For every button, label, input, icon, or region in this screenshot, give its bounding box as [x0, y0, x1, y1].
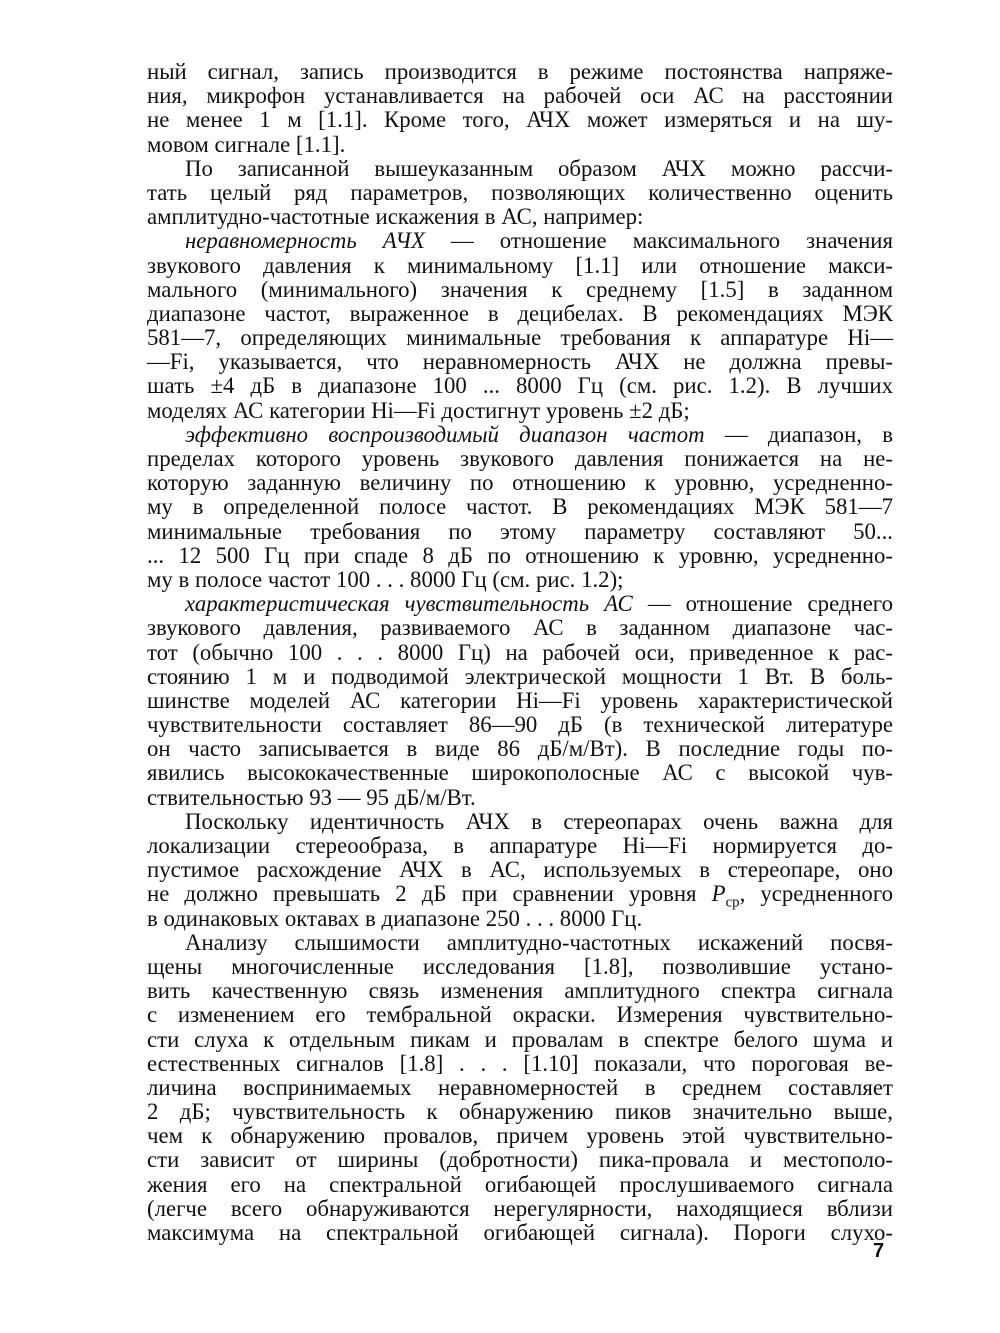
text-segment: , усредненного	[739, 881, 894, 907]
text-segment: которую заданную величину по отношению к уровню, усредненно-	[147, 470, 893, 496]
text-segment: (легче всего обнаруживаются нерегулярности, находящиеся вблизи	[147, 1195, 893, 1221]
text-line	[147, 1052, 893, 1076]
text-line	[147, 761, 893, 785]
text-segment: щены многочисленные исследования [1.8], позволившие устано-	[147, 953, 893, 979]
text-segment: естественных сигналов [1.8] . . . [1.10] показали, что пороговая ве-	[147, 1050, 893, 1076]
text-segment: явились высококачественные широкополосные АС с высокой чув-	[147, 760, 893, 786]
text-segment: звукового давления, развиваемого АС в заданном диапазоне час-	[147, 615, 893, 641]
text-segment: Поскольку идентичность АЧХ в стереопарах очень важна для	[185, 808, 893, 834]
text-segment: ... 12 500 Гц при спаде 8 дБ по отношению к уровню, усредненно-	[147, 542, 893, 568]
text-line	[147, 1100, 893, 1124]
term-text: P	[711, 881, 726, 907]
text-line	[147, 907, 893, 931]
text-segment: не должно превышать 2 дБ при сравнении уровня	[147, 881, 712, 907]
term-text: характеристическая чувствительность АС	[185, 591, 633, 617]
text-line	[147, 1124, 893, 1148]
text-segment: минимальные требования по этому параметру составляют 50...	[147, 518, 893, 544]
text-segment: сти слуха к отдельным пикам и провалам в спектре белого шума и	[147, 1026, 893, 1052]
text-segment: диапазоне частот, выраженное в децибелах. В рекомендациях МЭК	[147, 300, 893, 326]
text-segment: жения его на спектральной огибающей прослушиваемого сигнала	[147, 1171, 893, 1197]
text-line	[147, 205, 893, 229]
text-segment: тать целый ряд параметров, позволяющих количественно оценить	[147, 179, 893, 205]
text-segment: По записанной вышеуказанным образом АЧХ можно рассчи-	[185, 155, 893, 181]
text-line	[147, 157, 893, 181]
text-segment: шинстве моделей АС категории Hi—Fi уровень характеристической	[147, 687, 893, 713]
text-line	[147, 471, 893, 495]
text-line	[147, 1076, 893, 1100]
text-line	[147, 858, 893, 882]
text-line	[147, 544, 893, 568]
text-line	[147, 979, 893, 1003]
text-line	[147, 834, 893, 858]
body-text	[147, 60, 893, 1245]
text-line	[147, 399, 893, 423]
text-segment: му в полосе частот 100 . . . 8000 Гц (см. рис. 1.2);	[147, 566, 624, 592]
term-text: эффективно воспроизводимый диапазон частот	[185, 421, 705, 447]
text-segment: он часто записывается в виде 86 дБ/м/Вт). В последние годы по-	[147, 736, 893, 762]
text-segment: максимума на спектральной огибающей сигнала). Пороги слухо-	[147, 1220, 893, 1245]
text-segment: 2 дБ; чувствительность к обнаружению пиков значительно выше,	[147, 1099, 893, 1125]
text-segment: му в определенной полосе частот. В рекомендациях МЭК 581—7	[147, 494, 893, 520]
text-line	[147, 423, 893, 447]
text-line	[147, 713, 893, 737]
text-segment: в одинаковых октавах в диапазоне 250 . . . 8000 Гц.	[147, 905, 643, 931]
text-segment: с изменением его тембральной окраски. Измерения чувствительно-	[147, 1002, 893, 1028]
text-line	[147, 1221, 893, 1245]
text-line	[147, 60, 893, 84]
text-line	[147, 84, 893, 108]
text-line	[147, 374, 893, 398]
text-line	[147, 955, 893, 979]
text-segment: тот (обычно 100 . . . 8000 Гц) на рабочей оси, приведенное к рас-	[147, 639, 893, 665]
text-line	[147, 302, 893, 326]
text-segment: — диапазон, в	[704, 421, 893, 447]
text-segment: личина воспринимаемых неравномерностей в среднем составляет	[147, 1074, 893, 1100]
text-line	[147, 108, 893, 132]
text-line	[147, 133, 893, 157]
text-segment: мовом сигнале [1.1].	[147, 131, 346, 157]
text-line	[147, 278, 893, 302]
text-line	[147, 616, 893, 640]
text-line	[147, 931, 893, 955]
text-segment: пределах которого уровень звукового давления понижается на не-	[147, 446, 893, 471]
text-line	[147, 181, 893, 205]
text-line	[147, 447, 893, 471]
term-text: неравномерность АЧХ	[185, 228, 425, 254]
text-segment: чувствительности составляет 86—90 дБ (в технической литературе	[147, 712, 893, 738]
text-segment: сти зависит от ширины (добротности) пика-провала и местополо-	[147, 1147, 893, 1173]
text-segment: ствительностью 93 — 95 дБ/м/Вт.	[147, 784, 476, 810]
text-segment: не менее 1 м [1.1]. Кроме того, АЧХ может измеряться и на шу-	[147, 107, 893, 133]
text-line	[147, 689, 893, 713]
text-segment: — отношение среднего	[632, 591, 893, 617]
text-segment: вить качественную связь изменения амплитудного спектра сигнала	[147, 978, 893, 1004]
text-line	[147, 350, 893, 374]
text-line	[147, 495, 893, 519]
text-line	[147, 786, 893, 810]
page-number: 7	[873, 1240, 885, 1262]
text-line	[147, 641, 893, 665]
text-segment: ный сигнал, запись производится в режиме постоянства напряже-	[147, 59, 893, 84]
text-segment: Анализу слышимости амплитудно-частотных искажений посвя-	[185, 929, 893, 955]
text-segment: ср	[725, 894, 740, 911]
text-line	[147, 520, 893, 544]
text-segment: моделях АС категории Hi—Fi достигнут уровень ±2 дБ;	[147, 397, 690, 423]
text-segment: пустимое расхождение АЧХ в АС, используемых в стереопаре, оно	[147, 857, 893, 883]
text-line	[147, 229, 893, 253]
text-segment: звукового давления к минимальному [1.1] или отношение макси-	[147, 252, 893, 278]
text-line	[147, 1148, 893, 1172]
text-line	[147, 568, 893, 592]
text-segment: локализации стереообраза, в аппаратуре Hi—Fi нормируется до-	[147, 833, 893, 858]
text-line	[147, 1197, 893, 1221]
text-segment: шать ±4 дБ в диапазоне 100 ... 8000 Гц (см. рис. 1.2). В лучших	[147, 373, 893, 399]
text-line	[147, 1173, 893, 1197]
text-line	[147, 1003, 893, 1027]
text-line	[147, 810, 893, 834]
text-line	[147, 881, 894, 911]
text-segment: 581—7, определяющих минимальные требования к аппаратуре Hi—	[147, 325, 893, 351]
text-segment: —Fi, указывается, что неравномерность АЧХ не должна превы-	[147, 349, 893, 375]
text-segment: — отношение максимального значения	[424, 228, 893, 254]
text-line	[147, 665, 893, 689]
text-line	[147, 737, 893, 761]
text-segment: чем к обнаружению провалов, причем уровень этой чувствительно-	[147, 1123, 893, 1149]
text-line	[147, 326, 893, 350]
text-segment: амплитудно-частотные искажения в АС, например:	[147, 204, 644, 230]
text-line	[147, 254, 893, 278]
text-line	[147, 1028, 893, 1052]
text-line	[147, 592, 893, 616]
text-segment: стоянию 1 м и подводимой электрической мощности 1 Вт. В боль-	[147, 663, 893, 689]
text-segment: ния, микрофон устанавливается на рабочей оси АС на расстоянии	[147, 83, 893, 109]
text-segment: мального (минимального) значения к среднему [1.5] в заданном	[147, 276, 893, 302]
